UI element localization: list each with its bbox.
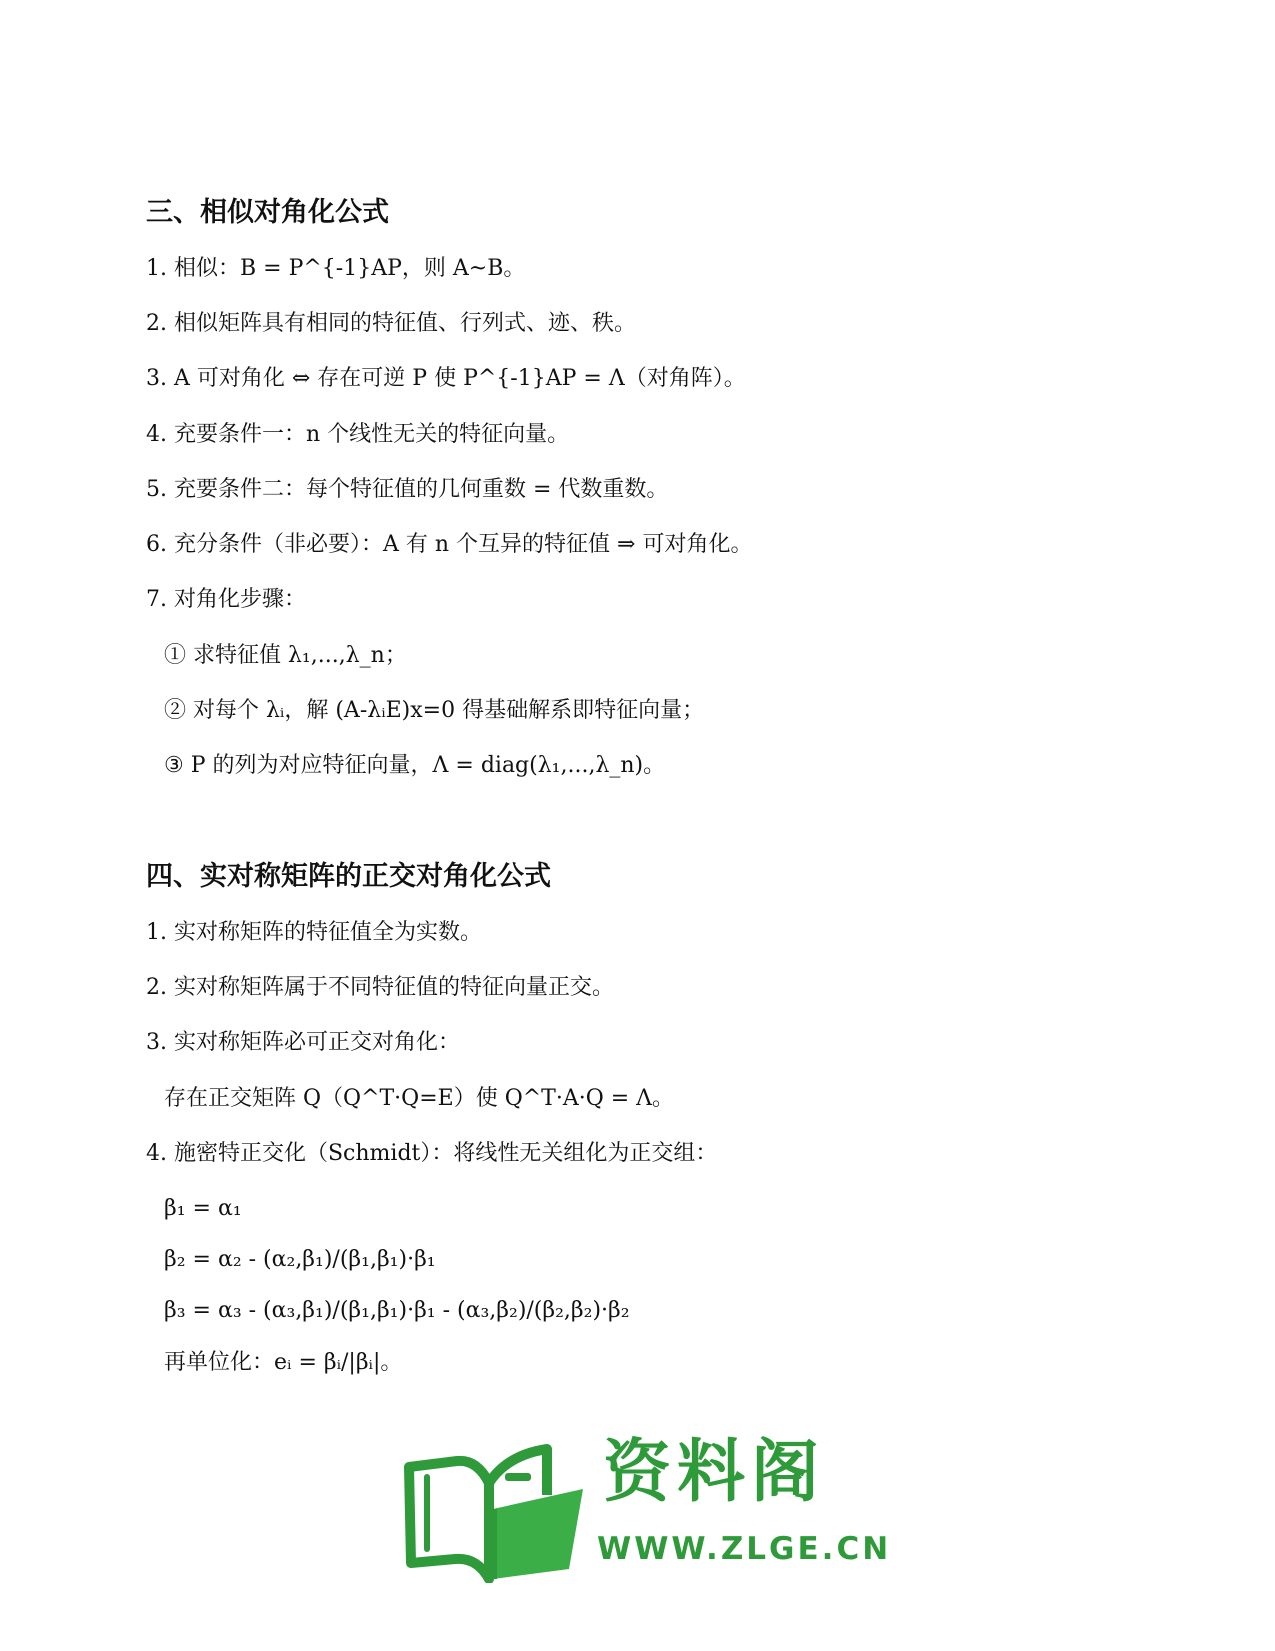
watermark-title: 资料阁	[603, 1433, 826, 1512]
section-3-step-2: ② 对每个 λᵢ，解 (A-λᵢE)x=0 得基础解系即特征向量；	[164, 698, 705, 723]
section-4-item-3: 3. 实对称矩阵必可正交对角化：	[146, 1030, 460, 1055]
section-4-item-2: 2. 实对称矩阵属于不同特征值的特征向量正交。	[146, 975, 614, 1000]
section-3-item-2: 2. 相似矩阵具有相同的特征值、行列式、迹、秩。	[146, 311, 636, 336]
section-3-item-7: 7. 对角化步骤：	[146, 587, 306, 612]
section-4-heading: 四、实对称矩阵的正交对角化公式	[146, 861, 551, 892]
schmidt-formula-3: β₃ = α₃ - (α₃,β₁)/(β₁,β₁)·β₁ - (α₃,β₂)/(β₂,β₂)·β₂	[164, 1298, 630, 1323]
section-4-item-4: 4. 施密特正交化（Schmidt）：将线性无关组化为正交组：	[146, 1141, 718, 1166]
schmidt-formula-1: β₁ = α₁	[164, 1196, 242, 1221]
section-3-item-1: 1. 相似：B = P^{-1}AP，则 A~B。	[146, 256, 526, 281]
section-3-heading: 三、相似对角化公式	[146, 197, 389, 228]
section-3-item-6: 6. 充分条件（非必要）：A 有 n 个互异的特征值 ⇒ 可对角化。	[146, 532, 753, 557]
open-book-icon	[397, 1437, 587, 1583]
section-3-step-1: ① 求特征值 λ₁,...,λ_n；	[164, 643, 407, 668]
section-3-step-3: ③ P 的列为对应特征向量，Λ = diag(λ₁,...,λ_n)。	[164, 753, 666, 778]
normalization-step: 再单位化：eᵢ = βᵢ/|βᵢ|。	[164, 1350, 403, 1375]
schmidt-formula-2: β₂ = α₂ - (α₂,β₁)/(β₁,β₁)·β₁	[164, 1247, 436, 1272]
section-4-item-1: 1. 实对称矩阵的特征值全为实数。	[146, 920, 482, 945]
watermark-url: WWW.ZLGE.CN	[597, 1531, 892, 1567]
section-3-item-4: 4. 充要条件一：n 个线性无关的特征向量。	[146, 422, 570, 447]
section-3-item-3: 3. A 可对角化 ⇔ 存在可逆 P 使 P^{-1}AP = Λ（对角阵）。	[146, 366, 746, 391]
section-4-item-3-detail: 存在正交矩阵 Q（Q^T·Q=E）使 Q^T·A·Q = Λ。	[164, 1086, 675, 1111]
section-3-item-5: 5. 充要条件二：每个特征值的几何重数 = 代数重数。	[146, 477, 669, 502]
zlge-watermark-logo	[397, 1433, 892, 1583]
